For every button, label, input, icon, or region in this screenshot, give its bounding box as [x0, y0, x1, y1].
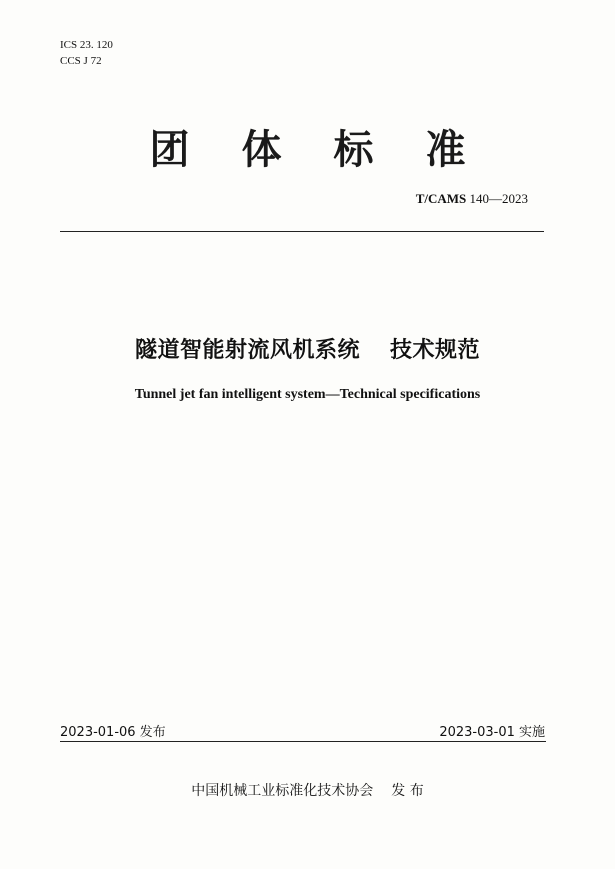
heading-char: 标 — [333, 127, 374, 173]
heading-char: 准 — [425, 127, 466, 173]
issue-date: 2023-01-06 发布 — [60, 725, 166, 740]
ccs-code: CCS J 72 — [60, 55, 102, 67]
standard-type-heading — [0, 118, 615, 175]
chinese-title-part1: 隧道智能射流风机系统 — [134, 338, 360, 363]
ics-code: ICS 23. 120 — [60, 39, 113, 51]
implementation-date: 2023-03-01 实施 — [439, 725, 545, 740]
classification-codes — [60, 37, 113, 69]
standard-prefix: T/CAMS — [415, 191, 467, 206]
heading-char: 体 — [241, 127, 282, 173]
standard-number — [416, 191, 528, 207]
heading-char: 团 — [149, 127, 190, 173]
chinese-title-part2: 技术规范 — [390, 338, 481, 363]
publisher-action: 发 布 — [391, 783, 424, 799]
publisher-line — [0, 780, 615, 800]
english-title: Tunnel jet fan intelligent system—Technical specifications — [134, 387, 481, 402]
bottom-divider — [60, 741, 546, 742]
top-divider — [60, 231, 544, 232]
chinese-title — [0, 333, 615, 364]
publisher-name: 中国机械工业标准化技术协会 — [191, 783, 374, 799]
standard-code: 140—2023 — [466, 191, 528, 206]
